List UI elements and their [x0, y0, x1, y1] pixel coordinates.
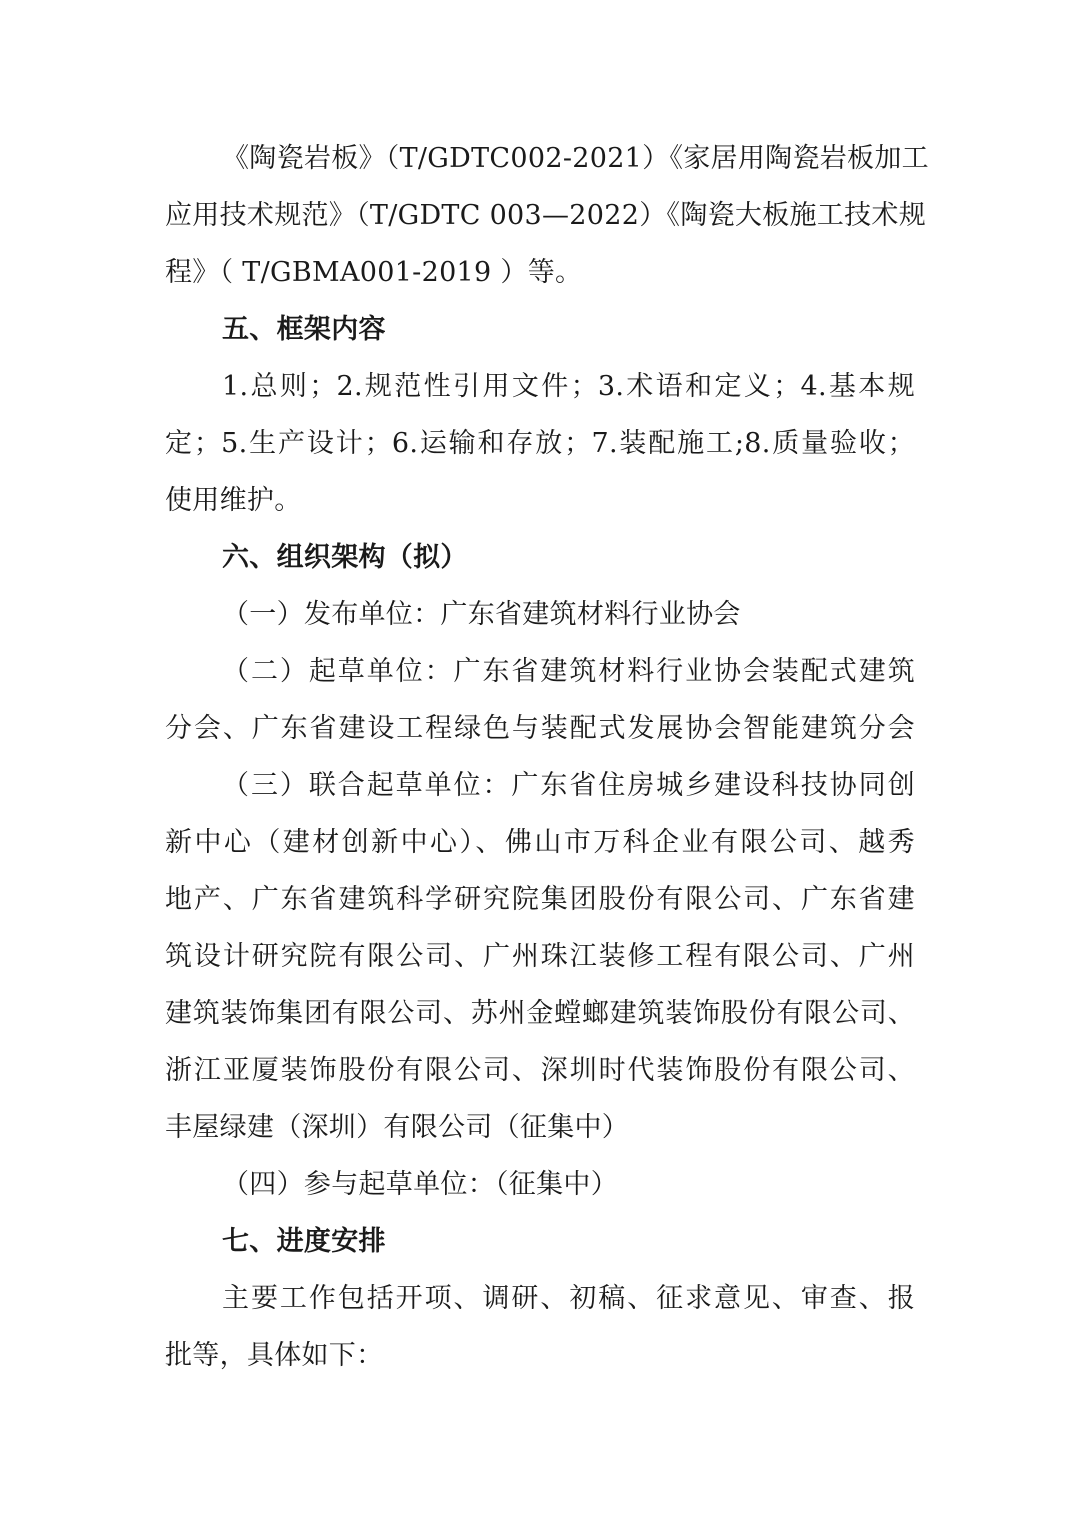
text-line: 筑设计研究院有限公司、广州珠江装修工程有限公司、广州: [165, 941, 915, 972]
text-line: 定；5.生产设计；6.运输和存放；7.装配施工;8.质量验收；: [165, 428, 915, 459]
org-item-drafter: （二）起草单位：广东省建筑材料行业协会装配式建筑: [222, 656, 915, 687]
section-heading-framework: 五、框架内容: [222, 314, 386, 345]
text-line: 浙江亚厦装饰股份有限公司、深圳时代装饰股份有限公司、: [165, 1055, 915, 1086]
section-heading-schedule: 七、进度安排: [222, 1226, 386, 1257]
org-item-participant: （四）参与起草单位：（征集中）: [222, 1169, 618, 1200]
text-line: 地产、广东省建筑科学研究院集团股份有限公司、广东省建: [165, 884, 915, 915]
document-body: [165, 130, 929, 1384]
text-line: 1.总则；2.规范性引用文件；3.术语和定义；4.基本规: [222, 371, 915, 402]
text-line: 批等，具体如下：: [165, 1340, 384, 1371]
text-line: 应用技术规范》（T/GDTC 003—2022）《陶瓷大板施工技术规: [165, 200, 927, 231]
text-line: 主要工作包括开项、调研、初稿、征求意见、审查、报: [222, 1283, 915, 1314]
text-line: 丰屋绿建（深圳）有限公司（征集中）: [165, 1112, 630, 1143]
section-heading-organization: 六、组织架构（拟）: [222, 542, 468, 573]
text-line: 分会、广东省建设工程绿色与装配式发展协会智能建筑分会: [165, 713, 915, 744]
text-line: 建筑装饰集团有限公司、苏州金螳螂建筑装饰股份有限公司、: [165, 998, 915, 1029]
text-line: 使用维护。: [165, 485, 302, 516]
text-line: 《陶瓷岩板》（T/GDTC002-2021）《家居用陶瓷岩板加工: [222, 143, 929, 174]
text-line: 程》（ T/GBMA001-2019 ）等。: [165, 257, 583, 288]
text-line: 新中心（建材创新中心）、佛山市万科企业有限公司、越秀: [165, 827, 915, 858]
org-item-joint-drafter: （三）联合起草单位：广东省住房城乡建设科技协同创: [222, 770, 915, 801]
org-item-publisher: （一）发布单位：广东省建筑材料行业协会: [222, 599, 741, 630]
